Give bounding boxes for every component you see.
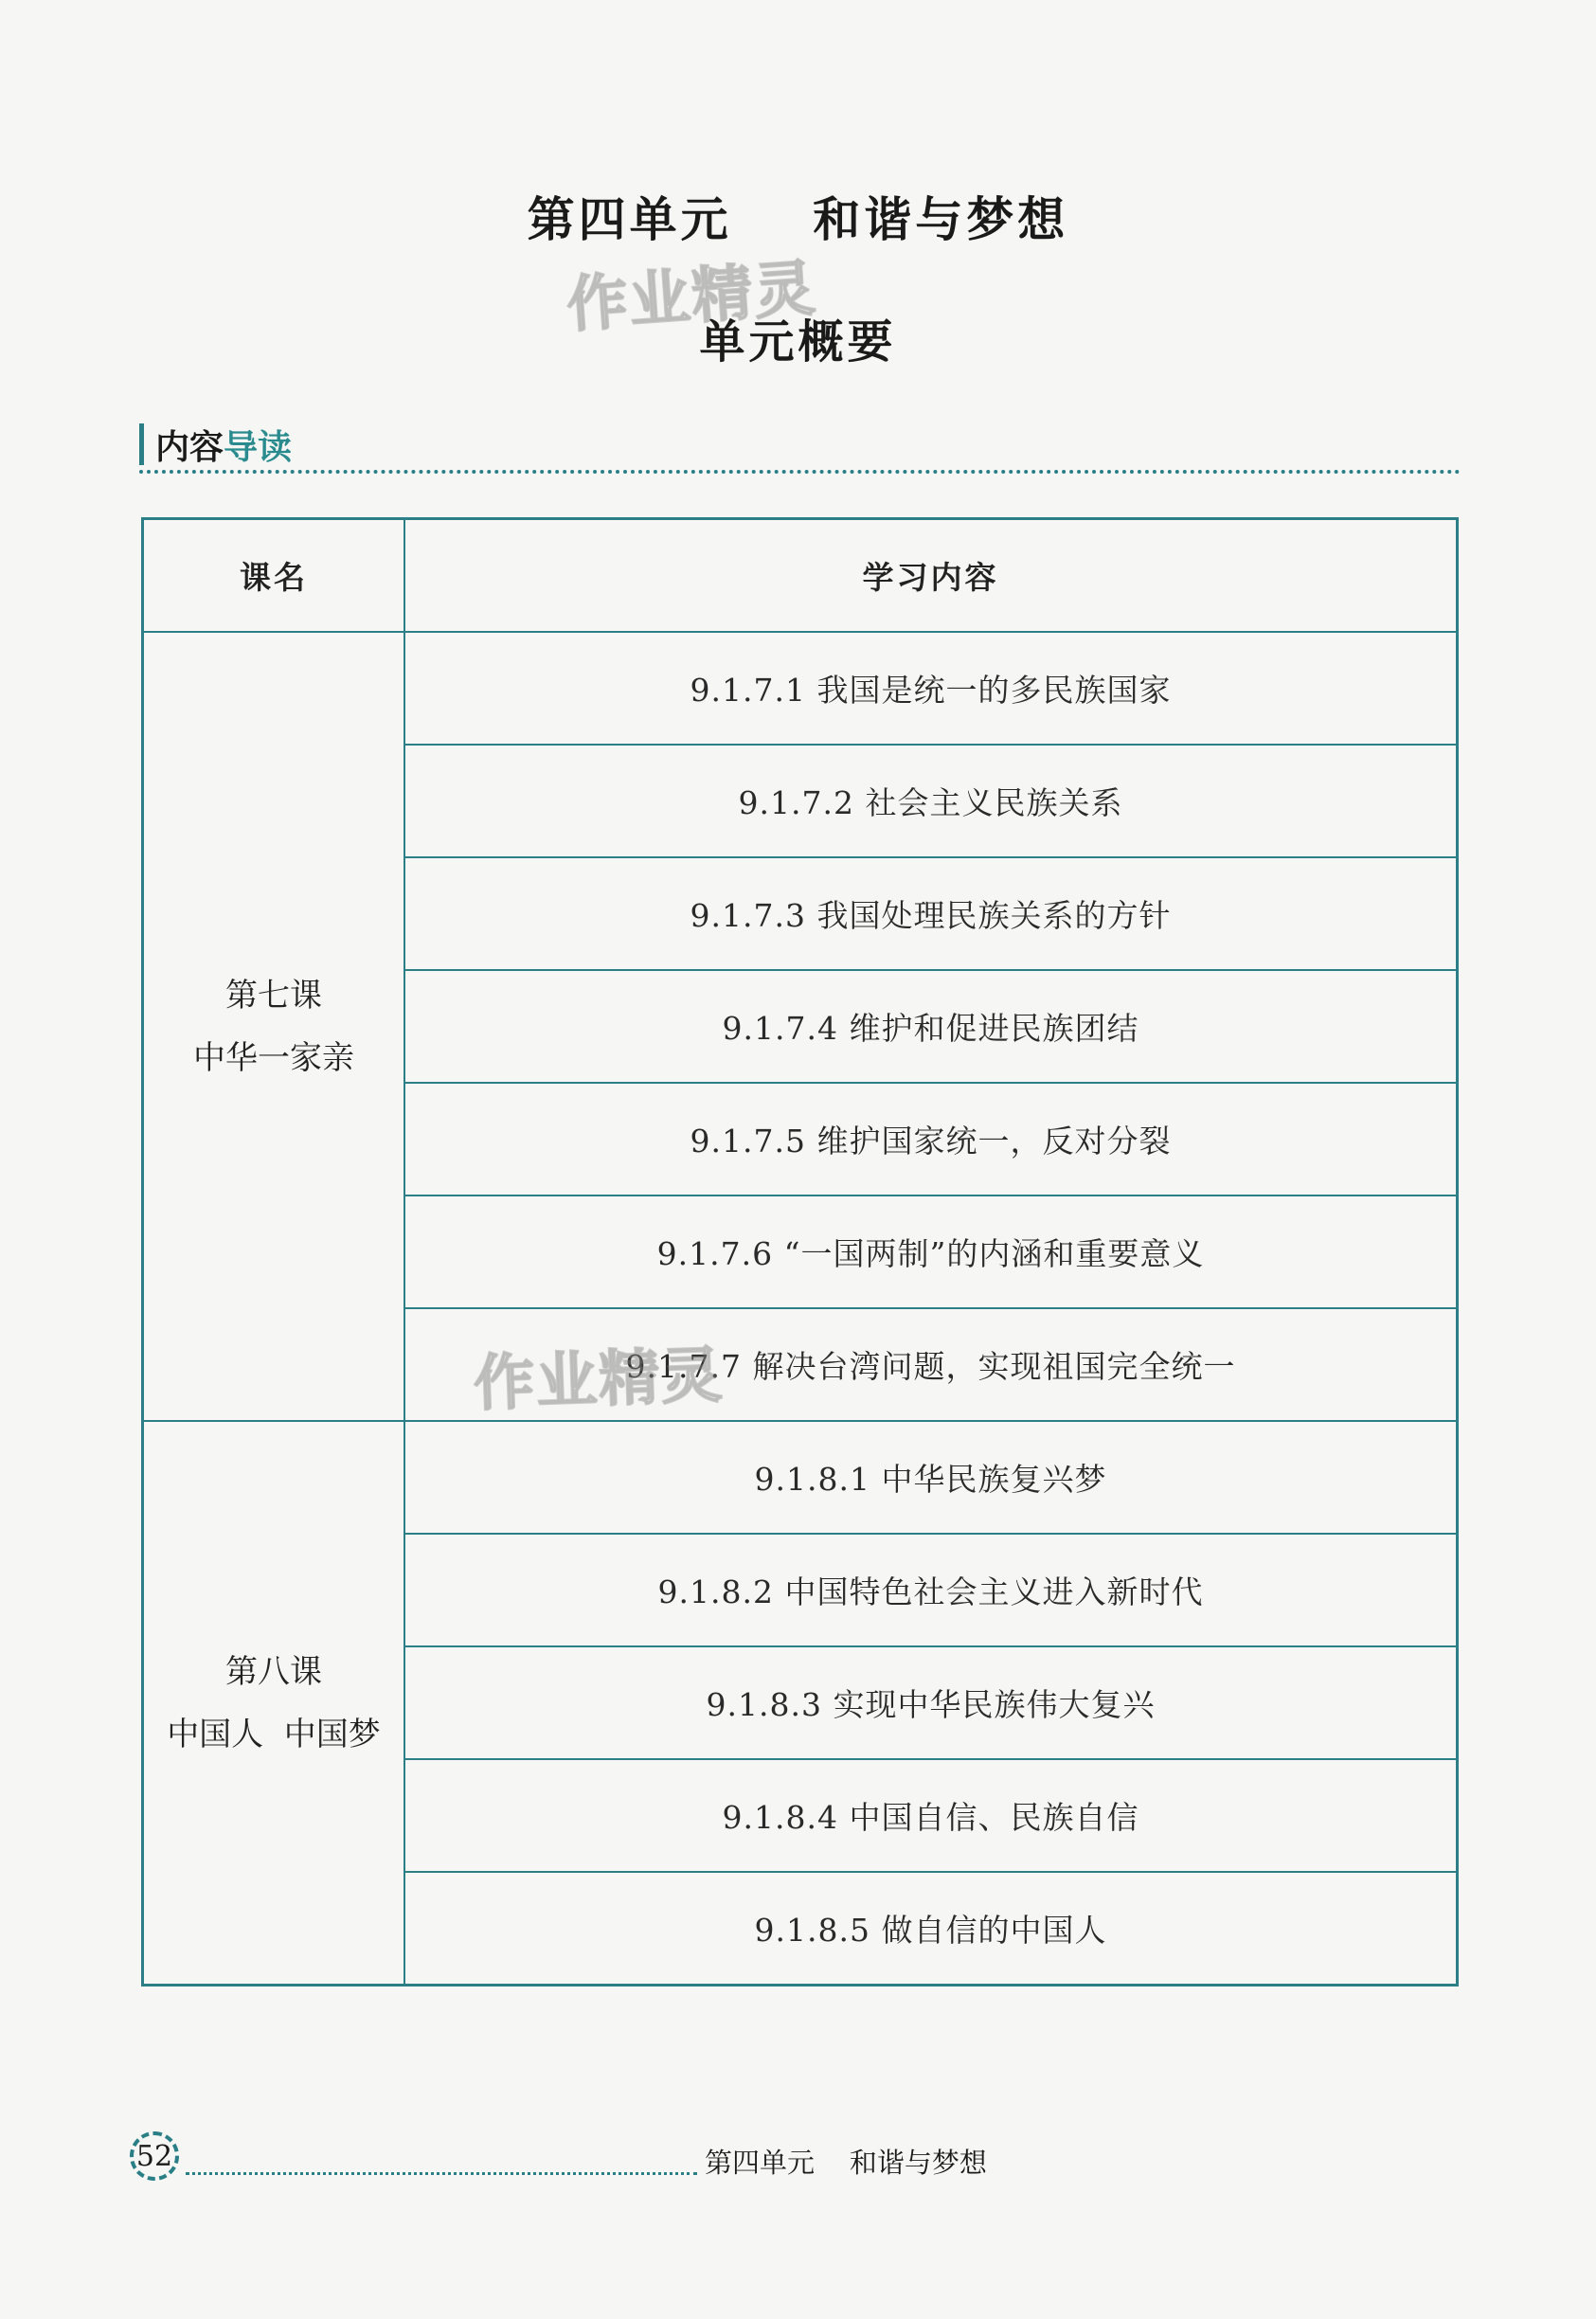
- header-content: 学习内容: [404, 519, 1458, 633]
- table-row: [143, 1421, 1458, 1534]
- lesson-7-title: 中华一家亲: [193, 1038, 354, 1077]
- content-cell: 9.1.7.5 维护国家统一，反对分裂: [404, 1083, 1458, 1195]
- content-cell: 9.1.7.2 社会主义民族关系: [404, 745, 1458, 857]
- lesson-cell-8: [143, 1421, 405, 1986]
- section-bar-icon: [139, 423, 144, 465]
- lesson-cell-7: [143, 632, 405, 1421]
- section-divider: [139, 470, 1461, 474]
- watermark: 作业精灵: [472, 1340, 726, 1420]
- header-lesson: 课名: [143, 519, 405, 633]
- lesson-8-title: 中国人 中国梦: [167, 1715, 381, 1753]
- footer-divider: [186, 2172, 697, 2175]
- content-cell: 9.1.7.3 我国处理民族关系的方针: [404, 857, 1458, 970]
- table-header-row: [143, 519, 1458, 633]
- section-label-accent: 导读: [224, 427, 293, 467]
- section-label-main: 内容: [155, 427, 224, 467]
- content-cell: 9.1.8.2 中国特色社会主义进入新时代: [404, 1534, 1458, 1646]
- running-title: 第四单元 和谐与梦想: [705, 2147, 987, 2179]
- section-label: [155, 421, 292, 469]
- page-number: 52: [135, 2139, 173, 2173]
- content-cell: 9.1.7.6 “一国两制”的内涵和重要意义: [404, 1195, 1458, 1308]
- lesson-table: [141, 517, 1459, 1986]
- content-cell: 9.1.7.4 维护和促进民族团结: [404, 970, 1458, 1083]
- lesson-7-number: 第七课: [225, 976, 322, 1015]
- content-cell: 9.1.8.5 做自信的中国人: [404, 1872, 1458, 1986]
- page-number-badge: [130, 2131, 179, 2181]
- watermark: 作业精灵: [565, 253, 819, 342]
- content-cell: 9.1.8.4 中国自信、民族自信: [404, 1759, 1458, 1872]
- lesson-8-number: 第八课: [225, 1652, 322, 1691]
- overview-title: 单元概要: [699, 315, 897, 369]
- unit-title: 第四单元 和谐与梦想: [527, 192, 1069, 247]
- content-cell: 9.1.8.1 中华民族复兴梦: [404, 1421, 1458, 1534]
- content-cell: 9.1.8.3 实现中华民族伟大复兴: [404, 1646, 1458, 1759]
- content-cell: 9.1.7.7 解决台湾问题，实现祖国完全统一: [404, 1308, 1458, 1421]
- section-heading: [139, 422, 292, 467]
- content-cell: 9.1.7.1 我国是统一的多民族国家: [404, 632, 1458, 745]
- table-row: [143, 632, 1458, 745]
